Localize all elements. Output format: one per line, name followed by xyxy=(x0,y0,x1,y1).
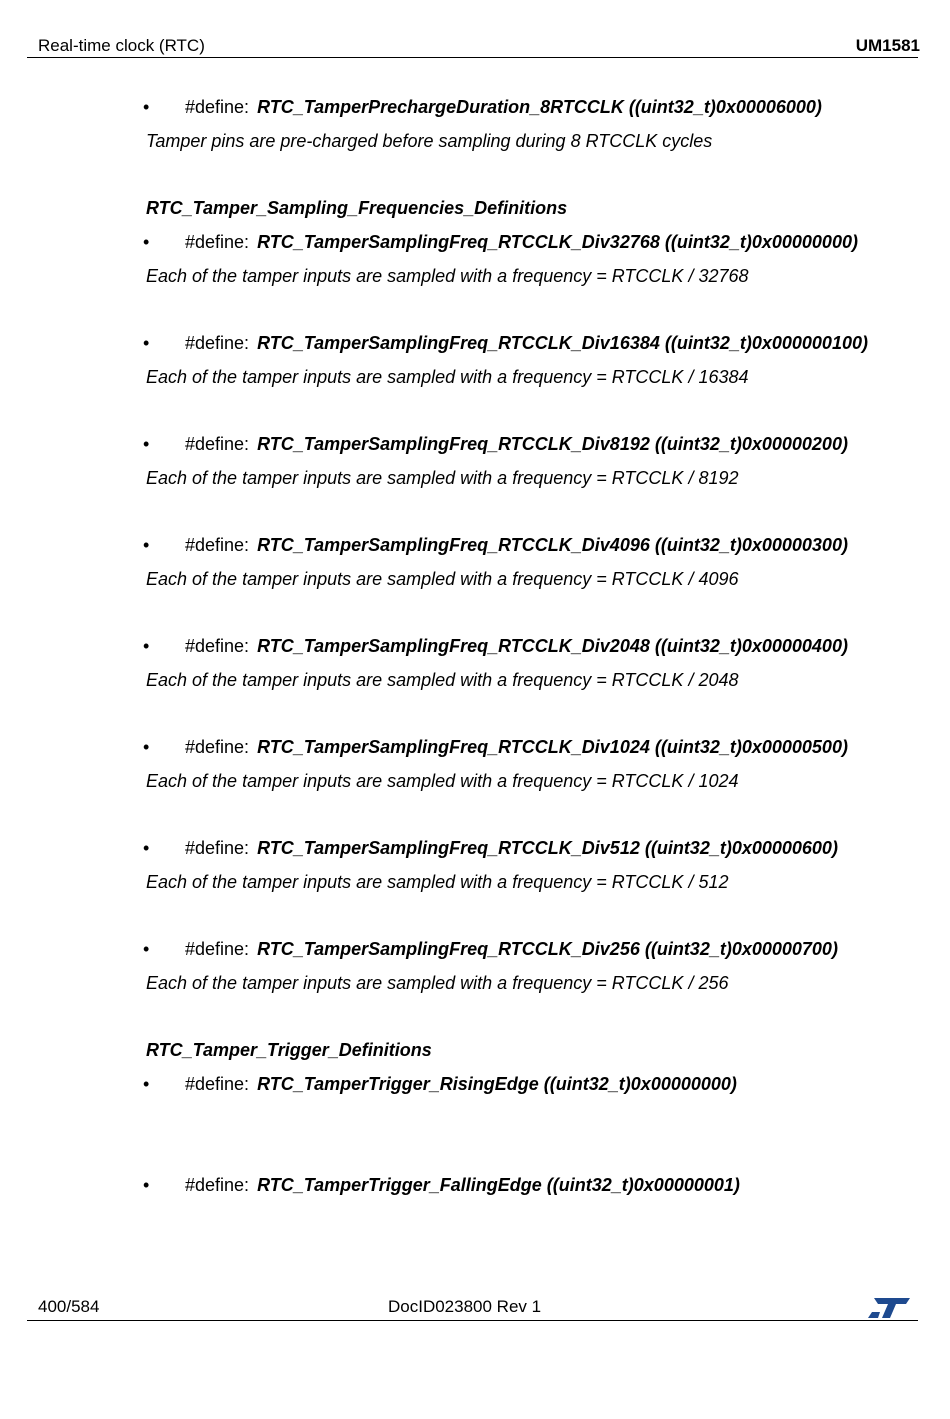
define-item xyxy=(143,231,926,265)
define-name: RTC_TamperSamplingFreq_RTCCLK_Div32768 ((uint32_t)0x00000000) xyxy=(257,232,858,252)
define-name: RTC_TamperSamplingFreq_RTCCLK_Div256 ((uint32_t)0x00000700) xyxy=(257,939,838,959)
define-item xyxy=(143,433,926,467)
define-description: Each of the tamper inputs are sampled with a frequency = RTCCLK / 32768 xyxy=(146,266,749,286)
define-keyword: #define: xyxy=(185,1175,250,1195)
define-name: RTC_TamperSamplingFreq_RTCCLK_Div8192 ((uint32_t)0x00000200) xyxy=(257,434,848,454)
define-keyword: #define: xyxy=(185,1074,250,1094)
define-keyword: #define: xyxy=(185,535,250,555)
define-name: RTC_TamperPrechargeDuration_8RTCCLK ((uint32_t)0x00006000) xyxy=(257,97,822,117)
bullet-icon: • xyxy=(143,1175,150,1195)
bullet-icon: • xyxy=(143,232,150,252)
define-description: Each of the tamper inputs are sampled with a frequency = RTCCLK / 512 xyxy=(146,872,729,892)
define-item xyxy=(143,736,926,770)
define-keyword: #define: xyxy=(185,636,250,656)
section-heading-sampling: RTC_Tamper_Sampling_Frequencies_Definitions xyxy=(146,198,568,218)
define-item xyxy=(143,938,926,972)
define-description: Each of the tamper inputs are sampled with a frequency = RTCCLK / 8192 xyxy=(146,468,739,488)
define-keyword: #define: xyxy=(185,838,250,858)
bullet-icon: • xyxy=(143,333,150,353)
define-name: RTC_TamperSamplingFreq_RTCCLK_Div512 ((uint32_t)0x00000600) xyxy=(257,838,838,858)
page-number: 400/584 xyxy=(38,1297,100,1316)
define-description: Each of the tamper inputs are sampled with a frequency = RTCCLK / 2048 xyxy=(146,670,739,690)
bullet-icon: • xyxy=(143,434,150,454)
bullet-icon: • xyxy=(143,535,150,555)
define-keyword: #define: xyxy=(185,737,250,757)
header-rule xyxy=(27,57,918,58)
header-section-title: Real-time clock (RTC) xyxy=(38,36,205,55)
define-description: Each of the tamper inputs are sampled with a frequency = RTCCLK / 16384 xyxy=(146,367,749,387)
define-keyword: #define: xyxy=(185,232,250,252)
define-item xyxy=(143,1073,926,1107)
define-name: RTC_TamperTrigger_FallingEdge ((uint32_t)0x00000001) xyxy=(257,1175,740,1195)
define-keyword: #define: xyxy=(185,434,250,454)
define-name: RTC_TamperSamplingFreq_RTCCLK_Div16384 ((uint32_t)0x000000100) xyxy=(257,333,868,353)
define-name: RTC_TamperSamplingFreq_RTCCLK_Div2048 ((uint32_t)0x00000400) xyxy=(257,636,848,656)
define-item xyxy=(143,96,926,130)
bullet-icon: • xyxy=(143,737,150,757)
define-name: RTC_TamperTrigger_RisingEdge ((uint32_t)0x00000000) xyxy=(257,1074,737,1094)
header-doc-number: UM1581 xyxy=(855,36,920,55)
define-description: Each of the tamper inputs are sampled with a frequency = RTCCLK / 4096 xyxy=(146,569,739,589)
define-keyword: #define: xyxy=(185,97,250,117)
define-description: Each of the tamper inputs are sampled with a frequency = RTCCLK / 1024 xyxy=(146,771,739,791)
section-heading-trigger: RTC_Tamper_Trigger_Definitions xyxy=(146,1040,432,1060)
bullet-icon: • xyxy=(143,939,150,959)
footer-rule xyxy=(27,1320,918,1321)
bullet-icon: • xyxy=(143,97,150,117)
define-keyword: #define: xyxy=(185,333,250,353)
define-item xyxy=(143,837,926,871)
define-item xyxy=(143,332,926,366)
define-name: RTC_TamperSamplingFreq_RTCCLK_Div1024 ((uint32_t)0x00000500) xyxy=(257,737,848,757)
define-item xyxy=(143,635,926,669)
bullet-icon: • xyxy=(143,838,150,858)
define-description: Each of the tamper inputs are sampled with a frequency = RTCCLK / 256 xyxy=(146,973,729,993)
st-logo-icon xyxy=(866,1297,910,1319)
page-content xyxy=(143,96,926,1208)
bullet-icon: • xyxy=(143,1074,150,1094)
doc-id: DocID023800 Rev 1 xyxy=(388,1297,542,1316)
define-keyword: #define: xyxy=(185,939,250,959)
define-name: RTC_TamperSamplingFreq_RTCCLK_Div4096 ((uint32_t)0x00000300) xyxy=(257,535,848,555)
define-description: Tamper pins are pre-charged before sampling during 8 RTCCLK cycles xyxy=(146,131,713,151)
define-item xyxy=(143,534,926,568)
define-item xyxy=(143,1174,926,1208)
bullet-icon: • xyxy=(143,636,150,656)
